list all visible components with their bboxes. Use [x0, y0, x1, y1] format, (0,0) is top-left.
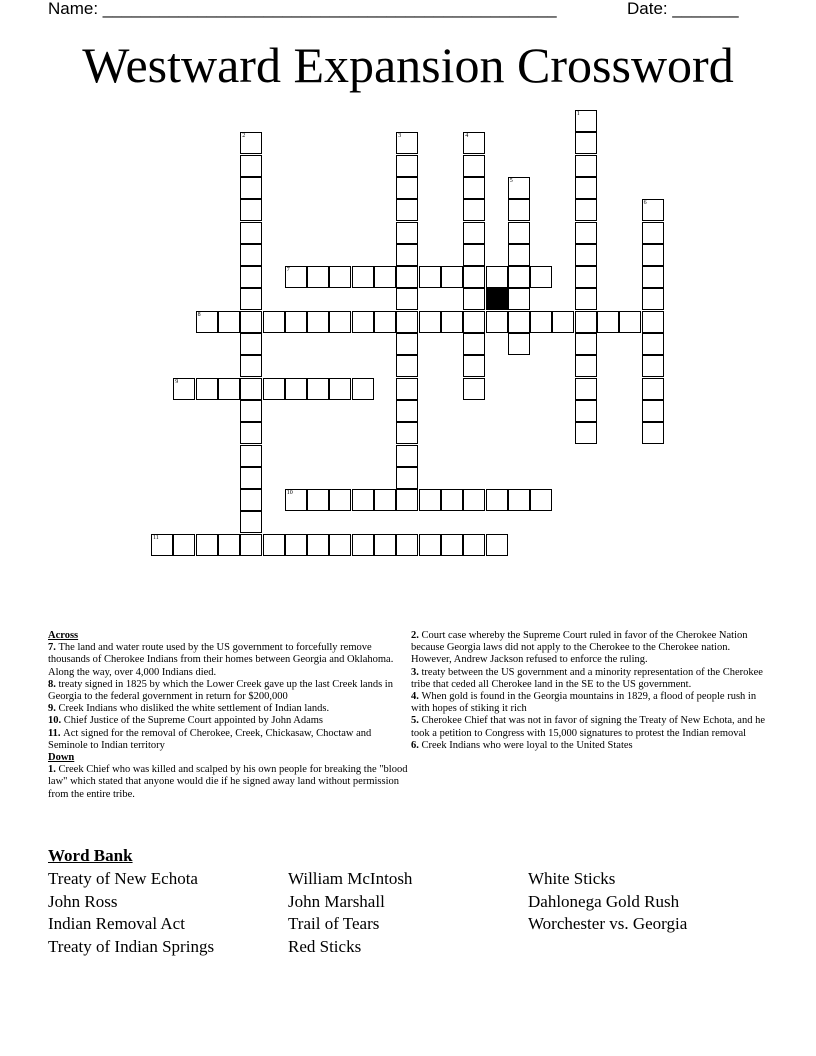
clue-number: 11.: [48, 727, 64, 739]
word-bank-item: Indian Removal Act: [48, 914, 185, 934]
word-bank-item: John Ross: [48, 891, 118, 911]
clue-number: 9.: [48, 703, 59, 715]
grid-cell[interactable]: [508, 266, 530, 288]
grid-cell[interactable]: [396, 132, 418, 154]
grid-cell[interactable]: [263, 378, 285, 400]
grid-cell[interactable]: [575, 378, 597, 400]
grid-cell[interactable]: [463, 355, 485, 377]
clue-text: Creek Indians who were loyal to the United States: [421, 739, 633, 751]
across-heading: Across: [48, 630, 79, 641]
grid-cell[interactable]: [285, 378, 307, 400]
grid-cell[interactable]: [441, 489, 463, 511]
word-bank-item: Treaty of Indian Springs: [48, 937, 215, 957]
grid-cell[interactable]: [642, 288, 664, 310]
grid-cell[interactable]: [307, 266, 329, 288]
grid-cell[interactable]: [396, 534, 418, 556]
grid-cell[interactable]: [396, 177, 418, 199]
clue-item: [411, 715, 771, 739]
grid-cell[interactable]: [552, 311, 574, 333]
grid-cell[interactable]: [352, 489, 374, 511]
grid-cell[interactable]: [352, 534, 374, 556]
clue-number: 3.: [411, 666, 422, 678]
grid-cell[interactable]: [463, 288, 485, 310]
grid-cell[interactable]: [508, 222, 530, 244]
grid-cell[interactable]: [240, 288, 262, 310]
clue-number: 8.: [48, 678, 59, 690]
clue-text: Cherokee Chief that was not in favor of signing the Treaty of New Echota, and he took a petition to Congress with 15,000 signatures to protest the Indian removal: [411, 715, 766, 739]
grid-cell[interactable]: [575, 244, 597, 266]
date-field-line: Date: _______: [627, 0, 739, 18]
clue-number: 2: [242, 133, 246, 140]
grid-cell[interactable]: [240, 355, 262, 377]
grid-cell[interactable]: [396, 422, 418, 444]
word-bank-item: Worchester vs. Georgia: [528, 914, 688, 934]
grid-cell[interactable]: [396, 266, 418, 288]
clues-left-column: [48, 630, 408, 801]
word-bank-item: William McIntosh: [288, 869, 413, 888]
grid-cell[interactable]: [396, 445, 418, 467]
grid-cell[interactable]: [642, 199, 664, 221]
grid-cell[interactable]: [441, 266, 463, 288]
clue-text: Creek Indians who disliked the white settlement of Indian lands.: [58, 703, 330, 715]
clue-text: Chief Justice of the Supreme Court appointed by John Adams: [63, 715, 324, 727]
grid-cell[interactable]: [575, 266, 597, 288]
grid-cell[interactable]: [240, 378, 262, 400]
grid-cell[interactable]: [575, 311, 597, 333]
clue-item: [411, 691, 771, 715]
grid-cell[interactable]: [642, 378, 664, 400]
grid-cell[interactable]: [463, 311, 485, 333]
grid-cell[interactable]: [263, 534, 285, 556]
grid-cell[interactable]: [463, 155, 485, 177]
grid-cell[interactable]: [240, 222, 262, 244]
grid-cell[interactable]: [463, 132, 485, 154]
grid-cell[interactable]: [240, 445, 262, 467]
grid-cell[interactable]: [575, 132, 597, 154]
grid-cell[interactable]: [597, 311, 619, 333]
grid-cell[interactable]: [486, 489, 508, 511]
grid-cell[interactable]: [508, 199, 530, 221]
clue-number: 1.: [48, 764, 59, 776]
grid-cell[interactable]: [508, 311, 530, 333]
grid-cell[interactable]: [307, 489, 329, 511]
clue-number: 11: [153, 534, 159, 541]
grid-cell[interactable]: [329, 266, 351, 288]
grid-cell[interactable]: [575, 355, 597, 377]
clue-text: Creek Chief who was killed and scalped by his own people for breaking the "blood law" which stated that anyone would die if he signed away land without permission from the entire tribe.: [48, 764, 408, 800]
grid-cell[interactable]: [285, 534, 307, 556]
grid-cell[interactable]: [240, 489, 262, 511]
clue-number: 6: [643, 200, 647, 207]
grid-cell[interactable]: [575, 110, 597, 132]
grid-cell[interactable]: [240, 177, 262, 199]
grid-cell[interactable]: [173, 534, 195, 556]
word-bank-item: Treaty of New Echota: [48, 869, 198, 888]
grid-cell[interactable]: [374, 311, 396, 333]
grid-cell[interactable]: [240, 132, 262, 154]
grid-cell[interactable]: [151, 534, 173, 556]
grid-cell[interactable]: [352, 378, 374, 400]
clue-text: treaty between the US government and a minority representation of the Cherokee tribe that ceded all Cherokee land in the SE to the US government.: [411, 666, 763, 690]
grid-cell[interactable]: [240, 400, 262, 422]
grid-cell[interactable]: [486, 534, 508, 556]
grid-cell[interactable]: [396, 311, 418, 333]
grid-cell[interactable]: [396, 155, 418, 177]
grid-cell[interactable]: [486, 311, 508, 333]
word-bank-item: Dahlonega Gold Rush: [528, 891, 680, 911]
grid-cell[interactable]: [575, 155, 597, 177]
page-title: Westward Expansion Crossword: [82, 37, 734, 93]
word-bank-item: John Marshall: [288, 891, 385, 911]
clue-number: 8: [197, 311, 201, 318]
clue-text: treaty signed in 1825 by which the Lower Creek gave up the last Creek lands in Georgia to the federal government in return for $200,000: [48, 678, 393, 703]
grid-cell[interactable]: [396, 244, 418, 266]
word-bank-column-2: [288, 868, 412, 959]
blocked-cell: [486, 288, 508, 310]
grid-cell[interactable]: [329, 311, 351, 333]
grid-cell[interactable]: [463, 266, 485, 288]
grid-cell[interactable]: [419, 534, 441, 556]
clue-number: 2.: [411, 630, 422, 641]
grid-cell[interactable]: [463, 489, 485, 511]
clue-item: [411, 667, 771, 691]
grid-cell[interactable]: [374, 534, 396, 556]
grid-cell[interactable]: [508, 177, 530, 199]
name-field-line: Name: ________________________________________________: [48, 0, 557, 18]
clue-number: 5.: [411, 715, 422, 727]
grid-cell[interactable]: [642, 222, 664, 244]
grid-cell[interactable]: [285, 489, 307, 511]
grid-cell[interactable]: [463, 199, 485, 221]
grid-cell[interactable]: [240, 467, 262, 489]
grid-cell[interactable]: [508, 489, 530, 511]
grid-cell[interactable]: [530, 489, 552, 511]
grid-cell[interactable]: [441, 311, 463, 333]
grid-cell[interactable]: [463, 244, 485, 266]
clue-item: [48, 679, 408, 703]
clue-number: 1: [576, 111, 580, 117]
grid-cell[interactable]: [240, 266, 262, 288]
clue-item: [48, 642, 408, 679]
grid-cell[interactable]: [642, 355, 664, 377]
clue-item: [48, 764, 408, 801]
grid-cell[interactable]: [396, 355, 418, 377]
clue-number: 6.: [411, 739, 422, 751]
grid-cell[interactable]: [173, 378, 195, 400]
grid-cell[interactable]: [374, 266, 396, 288]
down-clue-list-continued: [411, 630, 771, 752]
grid-cell[interactable]: [642, 244, 664, 266]
grid-cell[interactable]: [463, 378, 485, 400]
word-bank-item: White Sticks: [528, 869, 616, 888]
grid-cell[interactable]: [396, 333, 418, 355]
grid-cell[interactable]: [642, 400, 664, 422]
grid-cell[interactable]: [218, 534, 240, 556]
word-bank-title: Word Bank: [48, 846, 133, 865]
grid-cell[interactable]: [285, 266, 307, 288]
grid-cell[interactable]: [263, 311, 285, 333]
grid-cell[interactable]: [329, 534, 351, 556]
grid-cell[interactable]: [642, 422, 664, 444]
clue-item: [48, 728, 408, 752]
grid-cell[interactable]: [196, 534, 218, 556]
word-bank-column-1: [48, 868, 214, 959]
grid-cell[interactable]: [396, 288, 418, 310]
grid-cell[interactable]: [329, 378, 351, 400]
grid-cell[interactable]: [441, 534, 463, 556]
grid-cell[interactable]: [352, 311, 374, 333]
grid-cell[interactable]: [463, 534, 485, 556]
grid-cell[interactable]: [240, 311, 262, 333]
grid-cell[interactable]: [575, 288, 597, 310]
clue-number: 7.: [48, 642, 59, 654]
grid-cell[interactable]: [396, 199, 418, 221]
clue-item: [48, 703, 408, 715]
grid-cell[interactable]: [508, 244, 530, 266]
clue-item: [48, 715, 408, 727]
clue-number: 4: [465, 133, 469, 140]
grid-cell[interactable]: [196, 378, 218, 400]
clue-text: Court case whereby the Supreme Court ruled in favor of the Cherokee Nation because Georgia laws did not apply to the Cherokee to the Cherokee nation. However, Andrew Jackson refused to enforce the ruling.: [411, 630, 748, 666]
grid-cell[interactable]: [240, 333, 262, 355]
clue-number: 3: [398, 133, 402, 140]
grid-cell[interactable]: [307, 311, 329, 333]
clue-number: 5: [509, 177, 513, 184]
across-clue-list: [48, 642, 408, 752]
clue-number: 7: [286, 267, 290, 274]
grid-cell[interactable]: [463, 333, 485, 355]
grid-cell[interactable]: [575, 333, 597, 355]
grid-cell[interactable]: [463, 222, 485, 244]
down-clue-list: [48, 764, 408, 801]
grid-cell[interactable]: [419, 489, 441, 511]
grid-cell[interactable]: [575, 199, 597, 221]
grid-cell[interactable]: [575, 400, 597, 422]
grid-cell[interactable]: [307, 534, 329, 556]
word-bank-item: Red Sticks: [288, 937, 362, 957]
grid-cell[interactable]: [396, 467, 418, 489]
grid-cell[interactable]: [196, 311, 218, 333]
grid-cell[interactable]: [508, 288, 530, 310]
grid-cell[interactable]: [530, 266, 552, 288]
clue-text: Act signed for the removal of Cherokee, Creek, Chickasaw, Choctaw and Seminole to Indian territory: [48, 727, 372, 751]
grid-cell[interactable]: [240, 511, 262, 533]
grid-cell[interactable]: [642, 266, 664, 288]
grid-cell[interactable]: [396, 378, 418, 400]
grid-cell[interactable]: [240, 199, 262, 221]
clue-number: 10.: [48, 715, 64, 727]
grid-cell[interactable]: [575, 422, 597, 444]
clues-right-column: [411, 630, 771, 752]
grid-cell[interactable]: [575, 177, 597, 199]
grid-cell[interactable]: [419, 311, 441, 333]
grid-cell[interactable]: [508, 333, 530, 355]
grid-cell[interactable]: [329, 489, 351, 511]
clue-item: [411, 630, 771, 667]
grid-cell[interactable]: [352, 266, 374, 288]
grid-cell[interactable]: [463, 177, 485, 199]
grid-cell[interactable]: [240, 534, 262, 556]
clue-number: 4.: [411, 691, 422, 703]
down-heading: Down: [48, 752, 75, 764]
grid-cell[interactable]: [374, 489, 396, 511]
clue-text: The land and water route used by the US government to forcefully remove thousands of Cherokee Indians from their homes between Georgia and Oklahoma. Along the way, over 4,000 Indians died.: [48, 642, 394, 678]
grid-cell[interactable]: [307, 378, 329, 400]
word-bank-column-3: [528, 868, 687, 936]
clue-number: 9: [175, 378, 179, 385]
grid-cell[interactable]: [240, 155, 262, 177]
grid-cell[interactable]: [642, 333, 664, 355]
grid-cell[interactable]: [486, 266, 508, 288]
grid-cell[interactable]: [396, 489, 418, 511]
grid-cell[interactable]: [396, 222, 418, 244]
grid-cell[interactable]: [619, 311, 641, 333]
grid-cell[interactable]: [530, 311, 552, 333]
grid-cell[interactable]: [575, 222, 597, 244]
grid-cell[interactable]: [285, 311, 307, 333]
clue-number: 10: [286, 490, 293, 497]
grid-cell[interactable]: [240, 422, 262, 444]
word-bank-item: Trail of Tears: [288, 914, 380, 934]
grid-cell[interactable]: [218, 378, 240, 400]
grid-cell[interactable]: [240, 244, 262, 266]
clue-item: [411, 740, 771, 752]
grid-cell[interactable]: [396, 400, 418, 422]
grid-cell[interactable]: [419, 266, 441, 288]
grid-cell[interactable]: [218, 311, 240, 333]
grid-cell[interactable]: [642, 311, 664, 333]
clue-text: When gold is found in the Georgia mountains in 1829, a flood of people rush in with hopes of stiking it rich: [411, 691, 757, 715]
